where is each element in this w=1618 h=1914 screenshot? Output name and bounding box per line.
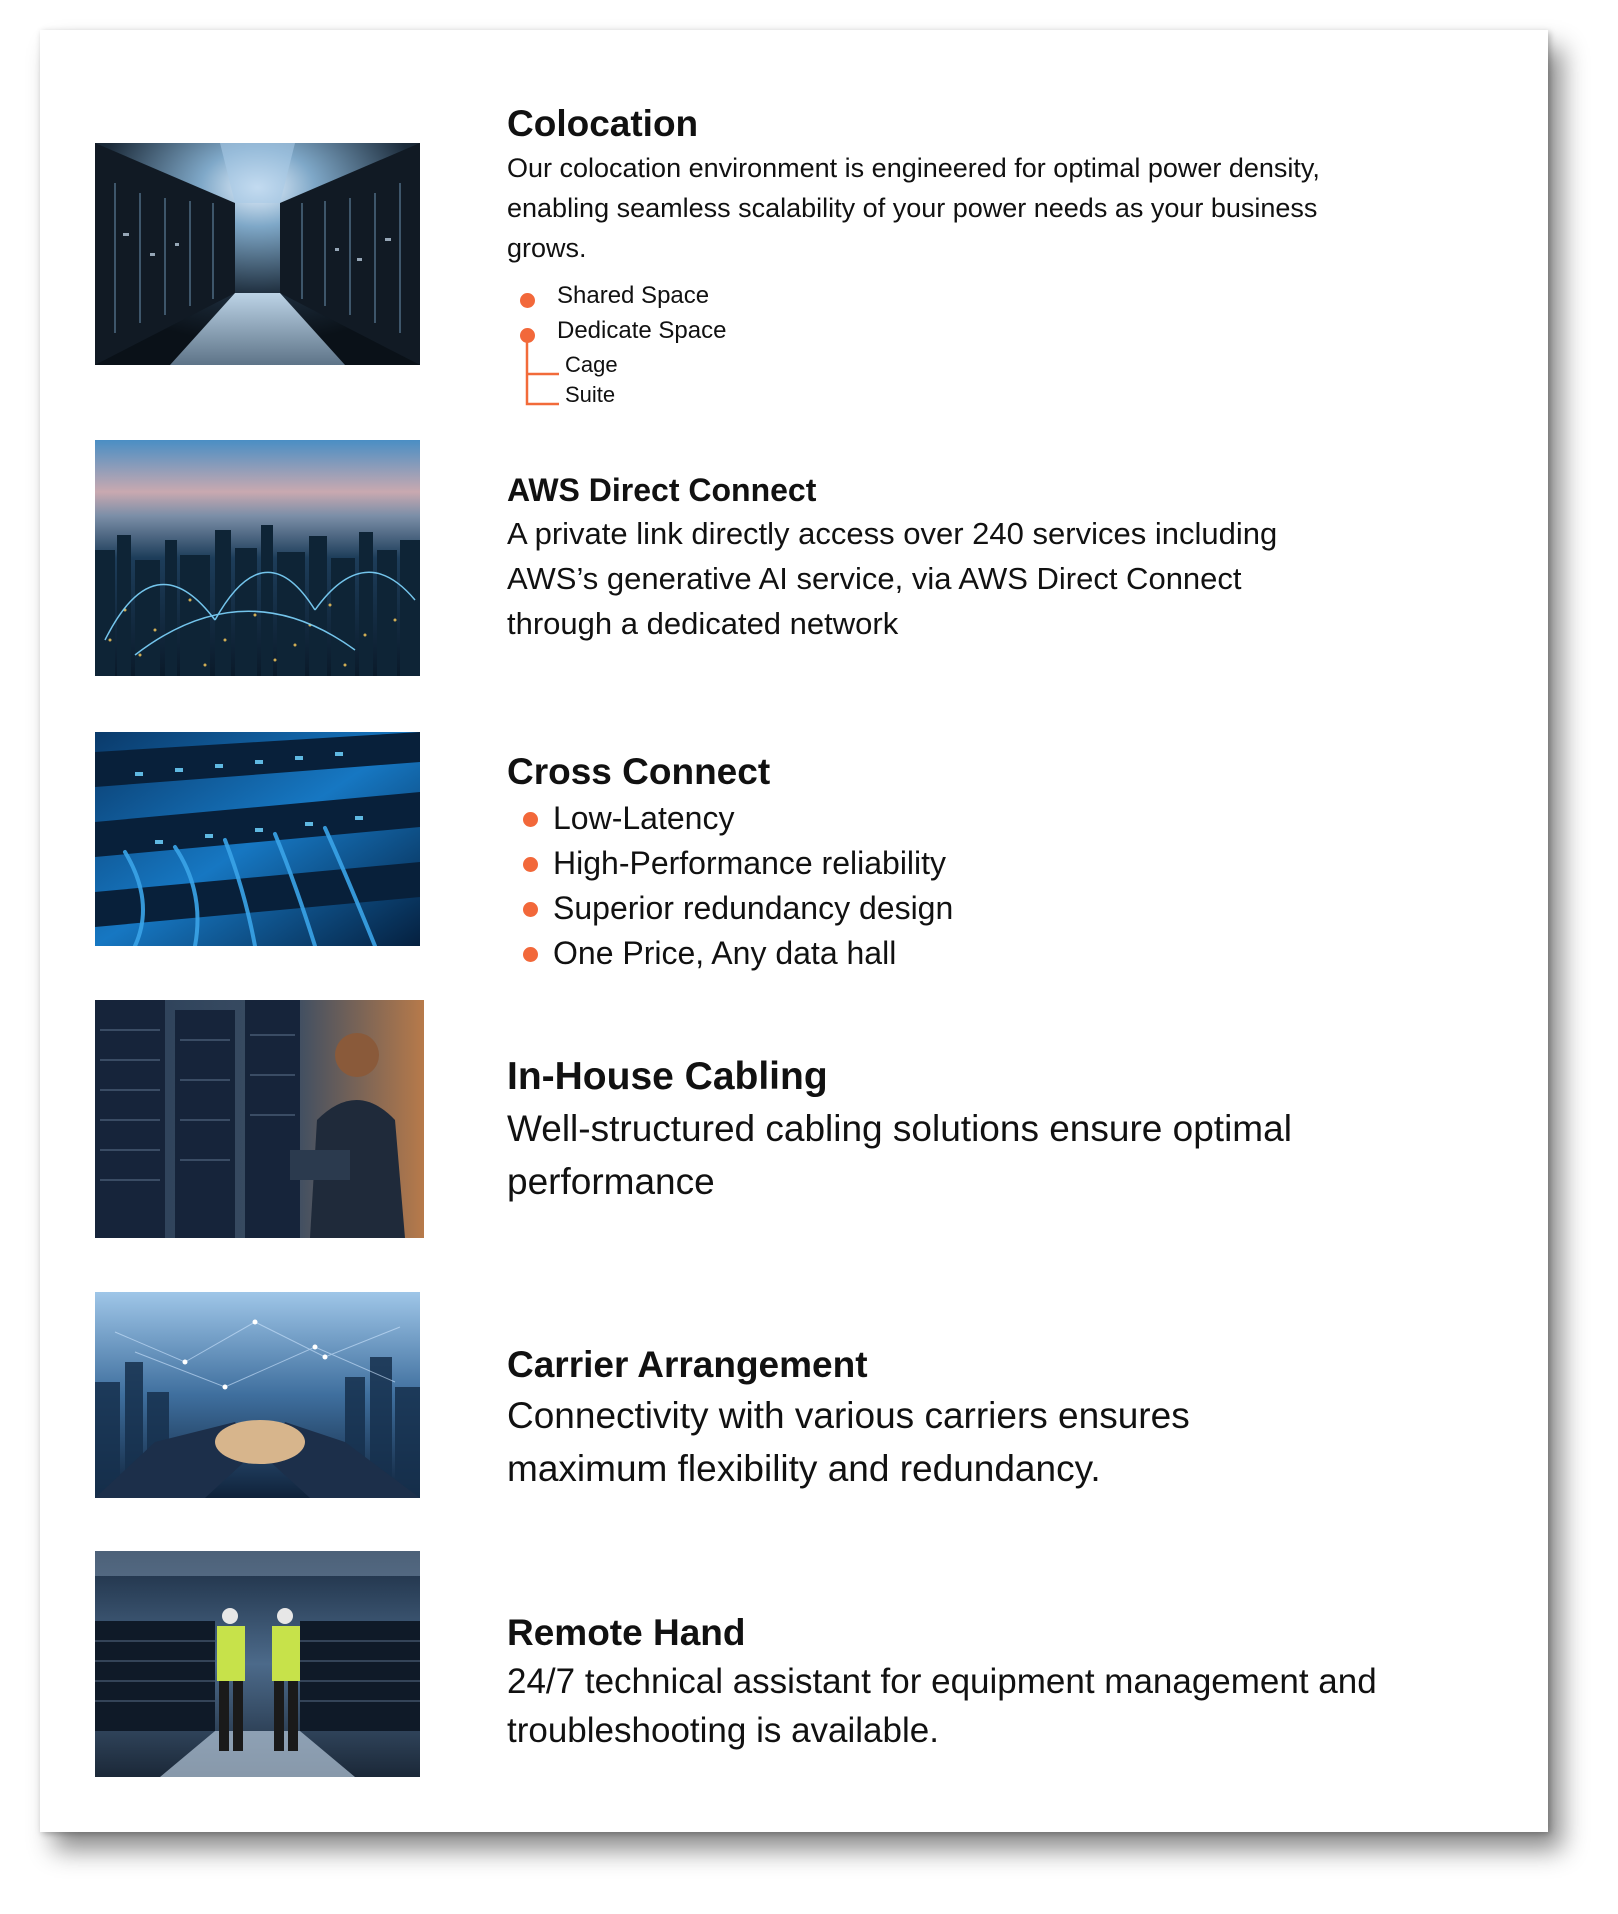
feature-label: One Price, Any data hall xyxy=(553,935,897,971)
sub-option-suite: Suite xyxy=(565,382,616,407)
feature-item xyxy=(507,796,1488,841)
colocation-section xyxy=(507,102,1488,428)
bullet-dot-icon xyxy=(523,812,538,827)
handshake-city-photo xyxy=(95,1292,420,1498)
feature-item xyxy=(507,931,1488,976)
aws-description: A private link directly access over 240 services including AWS’s generative AI service, via AWS Direct Connect through a dedicated network xyxy=(507,516,1278,641)
feature-item xyxy=(507,886,1488,931)
carrier-description: Connectivity with various carriers ensures maximum flexibility and redundancy. xyxy=(507,1395,1190,1489)
aws-title: AWS Direct Connect xyxy=(507,472,817,508)
feature-label: Superior redundancy design xyxy=(553,890,954,926)
engineers-data-center-photo xyxy=(95,1551,420,1777)
remote-hand-section xyxy=(507,1611,1488,1755)
technician-server-room-photo xyxy=(95,1000,424,1238)
cabling-description: Well-structured cabling solutions ensure optimal performance xyxy=(507,1108,1292,1202)
option-shared-space: Shared Space xyxy=(557,282,710,309)
carrier-title: Carrier Arrangement xyxy=(507,1344,868,1385)
carrier-arrangement-section xyxy=(507,1343,1488,1495)
bullet-dot-icon xyxy=(523,902,538,917)
feature-label: High-Performance reliability xyxy=(553,845,947,881)
remote-title: Remote Hand xyxy=(507,1612,746,1653)
tree-connector-icon xyxy=(507,338,567,413)
cross-connect-title: Cross Connect xyxy=(507,751,771,792)
services-card xyxy=(40,30,1548,1832)
bullet-dot-icon xyxy=(520,293,535,308)
feature-item xyxy=(507,841,1488,886)
bullet-dot-icon xyxy=(523,947,538,962)
option-dedicate-space: Dedicate Space xyxy=(557,317,727,344)
cabling-title: In-House Cabling xyxy=(507,1055,828,1098)
aws-direct-connect-section xyxy=(507,470,1488,646)
remote-description: 24/7 technical assistant for equipment management and troubleshooting is available. xyxy=(507,1662,1377,1750)
sub-option-cage: Cage xyxy=(565,352,618,377)
colocation-description: Our colocation environment is engineered for optimal power density, enabling seamless scalability of your power needs as your business grows. xyxy=(507,153,1320,263)
feature-label: Low-Latency xyxy=(553,800,735,836)
cross-connect-section xyxy=(507,750,1488,976)
colocation-options xyxy=(507,278,1488,428)
in-house-cabling-section xyxy=(507,1054,1488,1208)
city-network-photo xyxy=(95,440,420,676)
server-aisle-photo xyxy=(95,143,420,365)
cross-connect-feature-list xyxy=(507,796,1488,976)
network-switch-photo xyxy=(95,732,420,946)
colocation-title: Colocation xyxy=(507,103,699,144)
bullet-dot-icon xyxy=(523,857,538,872)
